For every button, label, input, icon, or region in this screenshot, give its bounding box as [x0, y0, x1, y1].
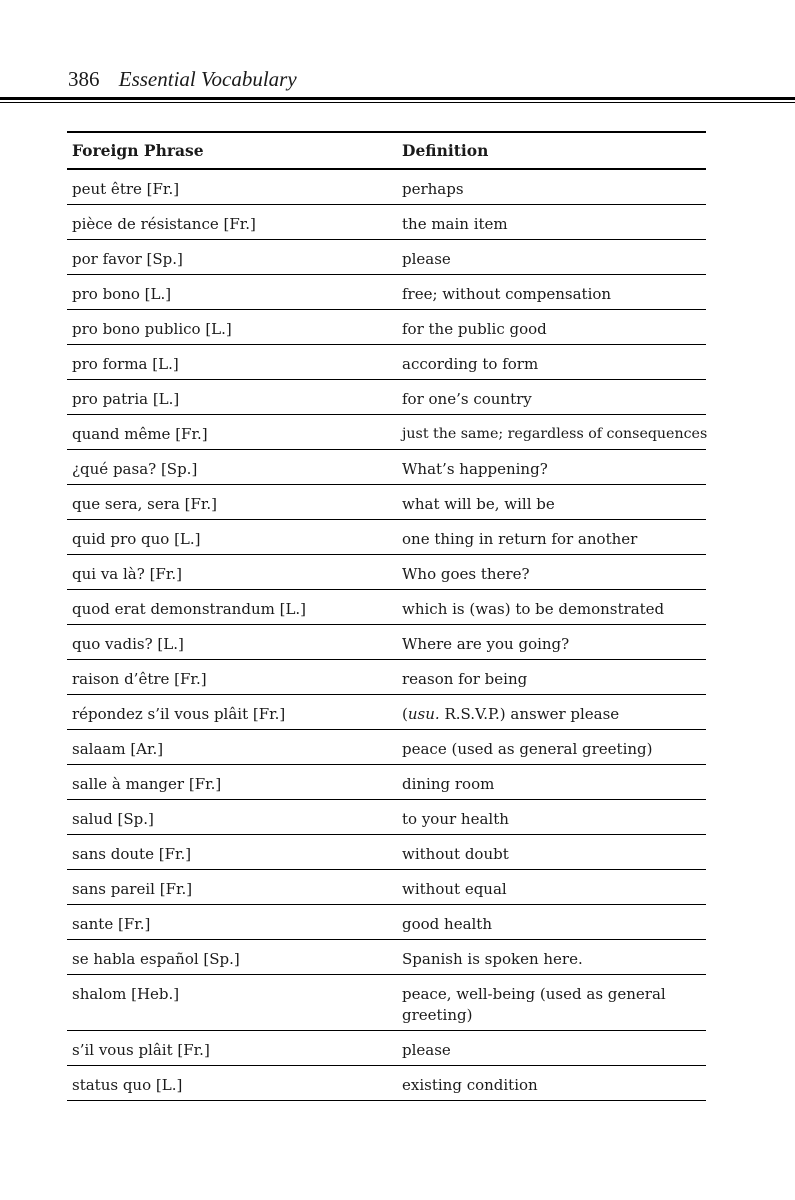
definition-cell: please — [402, 250, 451, 268]
definition-cell: perhaps — [402, 180, 464, 198]
phrase-cell: sante [Fr.] — [72, 915, 151, 933]
table-row — [67, 380, 706, 415]
table-row — [67, 835, 706, 870]
table-row — [67, 940, 706, 975]
phrase-cell: se habla español [Sp.] — [72, 950, 240, 968]
header-rule-thin — [0, 102, 795, 103]
definition-cell: just the same; regardless of consequences — [402, 426, 708, 442]
header-rule-thick — [0, 97, 795, 100]
phrase-cell: pro bono publico [L.] — [72, 320, 232, 338]
definition-cell: to your health — [402, 810, 509, 828]
table-row — [67, 800, 706, 835]
table-row — [67, 275, 706, 310]
phrase-cell: que sera, sera [Fr.] — [72, 495, 217, 513]
definition-text: R.S.V.P.) answer please — [444, 705, 620, 723]
phrase-cell: s’il vous plâit [Fr.] — [72, 1041, 210, 1059]
phrase-cell: salud [Sp.] — [72, 810, 154, 828]
definition-cell: without equal — [402, 880, 507, 898]
table-row — [67, 730, 706, 765]
table-row — [67, 625, 706, 660]
definition-cell: Where are you going? — [402, 635, 570, 653]
table-row — [67, 205, 706, 240]
definition-cell: existing condition — [402, 1076, 538, 1094]
definition-cell: which is (was) to be demonstrated — [402, 600, 665, 618]
definition-cell: for one’s country — [402, 390, 532, 408]
phrase-cell: status quo [L.] — [72, 1076, 183, 1094]
phrase-cell: salaam [Ar.] — [72, 740, 164, 758]
section-title: Essential Vocabulary — [118, 67, 297, 91]
running-head — [68, 64, 297, 94]
table-row — [67, 520, 706, 555]
definition-cell: according to form — [402, 355, 539, 373]
page-number: 386 — [68, 67, 100, 91]
definition-cell: reason for being — [402, 670, 528, 688]
definition-cell: for the public good — [402, 320, 547, 338]
column-header-definition: Definition — [402, 141, 489, 160]
table-row — [67, 1031, 706, 1066]
definition-cell: what will be, will be — [402, 495, 555, 513]
phrase-cell: qui va là? [Fr.] — [72, 565, 182, 583]
definition-cell: peace (used as general greeting) — [402, 740, 653, 758]
definition-cell: What’s happening? — [402, 460, 548, 478]
table-row — [67, 975, 706, 1031]
definition-cell: the main item — [402, 215, 508, 233]
table-row — [67, 415, 706, 450]
phrase-cell: shalom [Heb.] — [72, 985, 180, 1003]
table-row — [67, 345, 706, 380]
phrase-cell: quand même [Fr.] — [72, 425, 208, 443]
phrase-cell: ¿qué pasa? [Sp.] — [72, 460, 198, 478]
table-header-row — [67, 133, 706, 170]
phrase-cell: sans pareil [Fr.] — [72, 880, 193, 898]
table-row — [67, 660, 706, 695]
phrase-cell: pro patria [L.] — [72, 390, 180, 408]
phrase-cell: raison d’être [Fr.] — [72, 670, 207, 688]
table-row — [67, 590, 706, 625]
table-row — [67, 765, 706, 800]
table-row — [67, 170, 706, 205]
phrase-cell: pro bono [L.] — [72, 285, 172, 303]
table-row — [67, 905, 706, 940]
definition-cell: without doubt — [402, 845, 509, 863]
definition-cell: good health — [402, 915, 492, 933]
table-row — [67, 870, 706, 905]
phrase-cell: por favor [Sp.] — [72, 250, 183, 268]
table-row — [67, 450, 706, 485]
definition-abbreviation: usu. — [407, 705, 440, 723]
definition-cell: peace, well-being (used as general greeting) — [402, 985, 666, 1024]
phrase-cell: salle à manger [Fr.] — [72, 775, 222, 793]
phrase-cell: quo vadis? [L.] — [72, 635, 184, 653]
phrase-cell: pro forma [L.] — [72, 355, 179, 373]
definition-cell: please — [402, 1041, 451, 1059]
phrase-cell: peut être [Fr.] — [72, 180, 180, 198]
table-row — [67, 310, 706, 345]
phrase-cell: quod erat demonstrandum [L.] — [72, 600, 307, 618]
column-header-foreign-phrase: Foreign Phrase — [72, 141, 204, 160]
table-row — [67, 240, 706, 275]
definition-cell: Spanish is spoken here. — [402, 950, 583, 968]
table-row — [67, 1066, 706, 1101]
definition-cell: one thing in return for another — [402, 530, 638, 548]
phrase-cell: pièce de résistance [Fr.] — [72, 215, 256, 233]
vocabulary-table — [67, 131, 706, 1101]
table-row — [67, 555, 706, 590]
definition-cell: dining room — [402, 775, 495, 793]
definition-cell: Who goes there? — [402, 565, 530, 583]
phrase-cell: répondez s’il vous plâit [Fr.] — [72, 705, 286, 723]
definition-cell: (usu. R.S.V.P.) answer please — [402, 705, 620, 723]
table-row — [67, 485, 706, 520]
phrase-cell: sans doute [Fr.] — [72, 845, 192, 863]
table-row — [67, 695, 706, 730]
definition-cell: free; without compensation — [402, 285, 612, 303]
phrase-cell: quid pro quo [L.] — [72, 530, 201, 548]
